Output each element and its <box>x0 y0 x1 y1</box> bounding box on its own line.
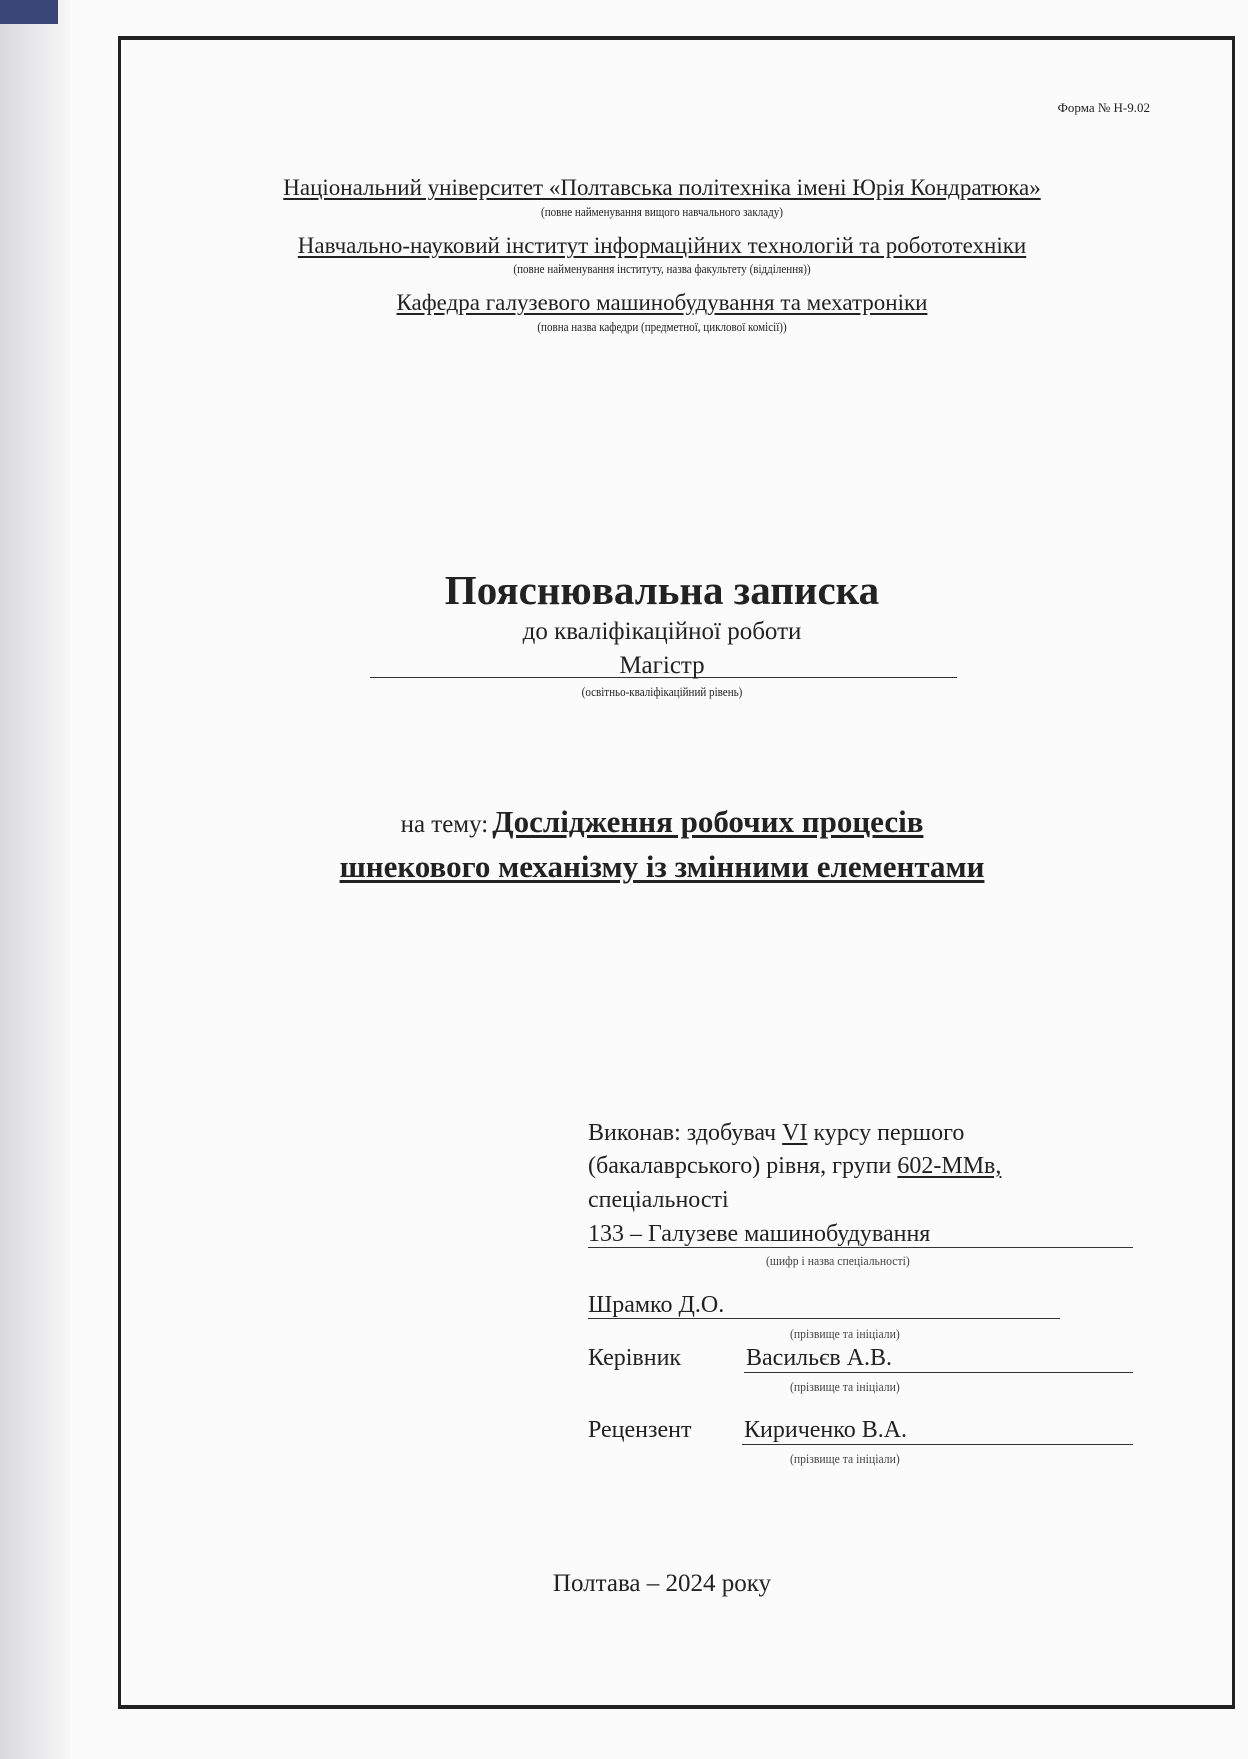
course: VI <box>782 1120 808 1146</box>
reviewer-underline <box>742 1444 1133 1445</box>
topic-line-1 <box>262 804 1062 840</box>
page-binding-shadow <box>0 0 70 1759</box>
supervisor-label: Керівник <box>588 1345 682 1371</box>
topic-prefix: на тему: <box>400 811 489 838</box>
group: 602-ММв, <box>897 1153 1002 1179</box>
group-prefix: (бакалаврського) рівня, групи <box>588 1153 892 1179</box>
student-name: Шрамко Д.О. <box>588 1292 725 1318</box>
institute-name: Навчально-науковий інститут інформаційних технологій та робототехніки <box>297 233 1027 258</box>
course-suffix: курсу першого <box>813 1120 965 1146</box>
document-subtitle: до кваліфікаційної роботи <box>522 618 802 645</box>
department-caption: (повна назва кафедри (предметної, циклової комісії)) <box>537 319 787 334</box>
supervisor-underline <box>744 1372 1133 1373</box>
document-title: Пояснювальна записка <box>444 567 880 613</box>
specialty-label: спеціальності <box>588 1187 729 1213</box>
reviewer-label: Рецензент <box>588 1417 692 1443</box>
city-year: Полтава – 2024 року <box>552 1570 772 1597</box>
reviewer-name: Кириченко В.А. <box>744 1417 908 1443</box>
scan-artifact <box>0 0 58 24</box>
qualification-level: Магістр <box>619 652 705 679</box>
supervisor-name: Васильєв А.В. <box>746 1345 893 1371</box>
specialty-caption: (шифр і назва спеціальності) <box>766 1253 910 1268</box>
university-name: Національний університет «Полтавська політехніка імені Юрія Кондратюка» <box>283 175 1041 200</box>
institute-caption: (повне найменування інституту, назва факультету (відділення)) <box>513 261 811 276</box>
topic-title-2: шнекового механізму із змінними елементами <box>339 849 985 884</box>
level-caption: (освітньо-кваліфікаційний рівень) <box>581 684 743 699</box>
author-prefix: Виконав: здобувач <box>588 1120 777 1146</box>
author-line-2 <box>588 1153 1001 1180</box>
specialty: 133 – Галузеве машинобудування <box>588 1221 931 1247</box>
university-caption: (повне найменування вищого навчального закладу) <box>541 204 783 219</box>
student-caption: (прізвище та ініціали) <box>790 1326 900 1341</box>
supervisor-caption: (прізвище та ініціали) <box>790 1379 900 1394</box>
topic-title-1: Дослідження робочих процесів <box>492 804 924 839</box>
author-line-1 <box>588 1120 964 1147</box>
reviewer-caption: (прізвище та ініціали) <box>790 1451 900 1466</box>
form-number: Форма № Н-9.02 <box>1057 100 1150 115</box>
department-name: Кафедра галузевого машинобудування та мехатроніки <box>396 290 928 315</box>
